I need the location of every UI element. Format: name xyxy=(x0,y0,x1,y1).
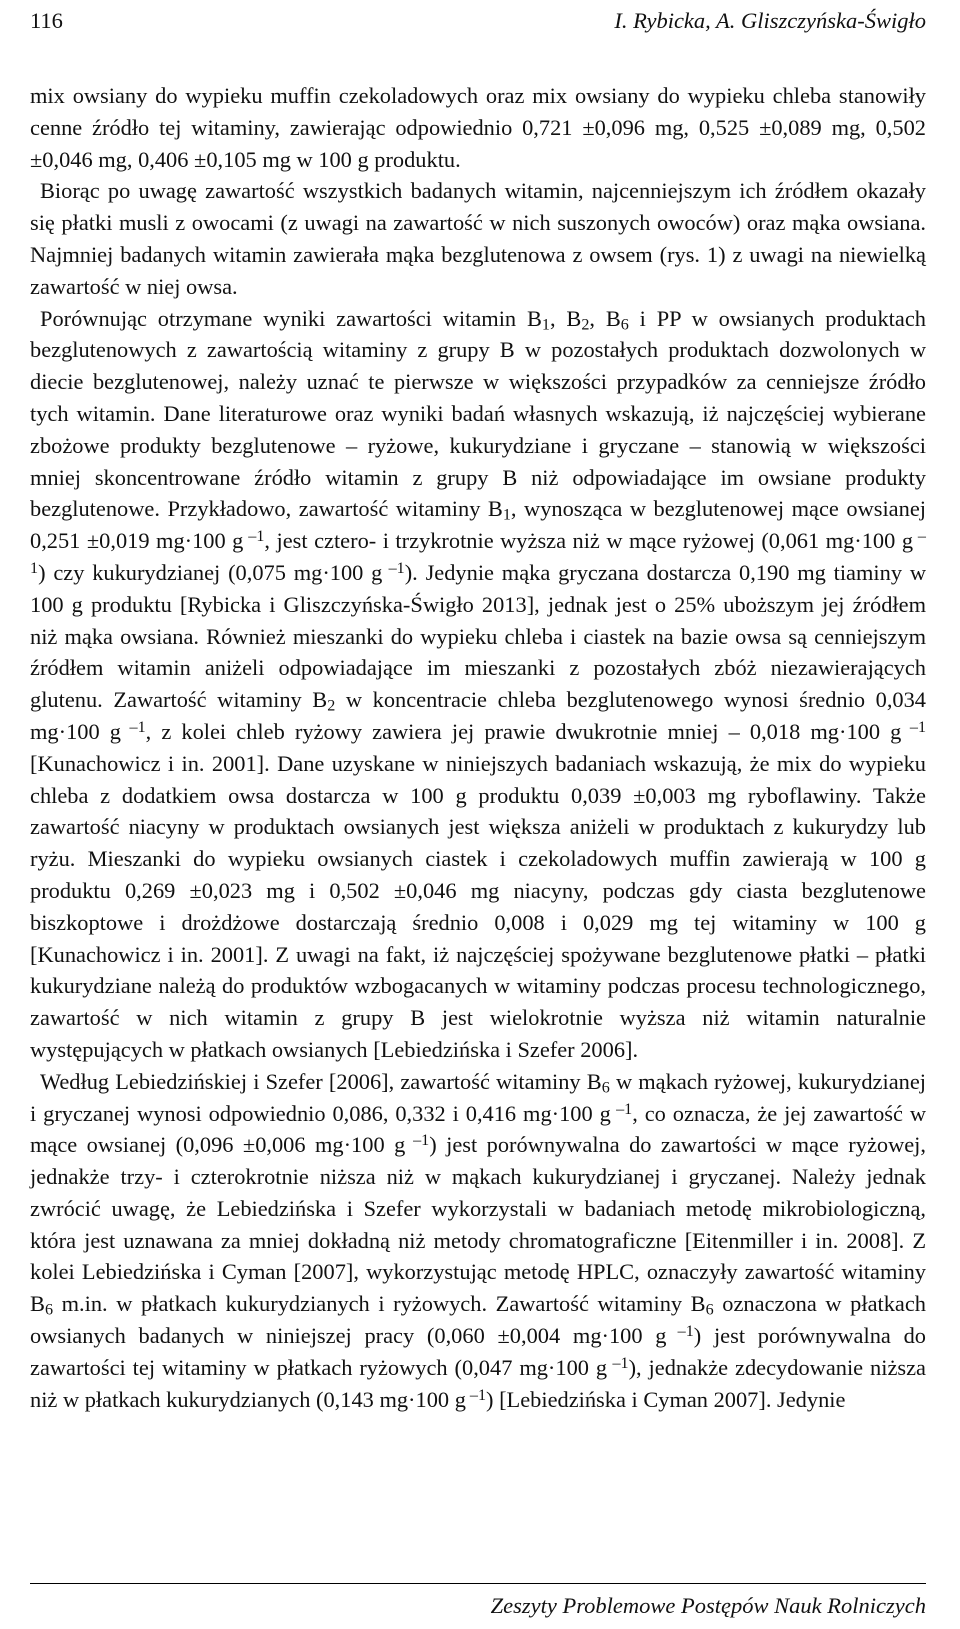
text-run: , co oznacza, że jej zawartość w mące owsianej (0,096 ±0,006 mg·100 g xyxy=(30,1100,926,1158)
superscript: –1 xyxy=(666,1322,694,1340)
text-run: w mąkach ryżowej, kukurydzianej i gryczanej wynosi odpowiednio 0,086, 0,332 i 0,416 mg·100 g xyxy=(30,1068,926,1126)
running-head: I. Rybicka, A. Gliszczyńska-Świgło xyxy=(614,8,926,33)
superscript: –1 xyxy=(243,527,265,545)
subscript: 6 xyxy=(620,316,629,334)
text-run: , B xyxy=(549,305,582,331)
footer-rule xyxy=(30,1583,926,1584)
text-run: w koncentracie chleba bezglutenowego wynosi średnio 0,034 mg·100 g xyxy=(30,687,927,744)
text-run: , wynosząca w bezglutenowej mące owsianej 0,251 ±0,019 mg·100 g xyxy=(30,496,926,554)
page-header xyxy=(30,4,926,38)
superscript: –1 xyxy=(382,559,405,577)
text-run: oznaczona w płatkach owsianych badanych w niniejszej pracy (0,060 ±0,004 mg·100 g xyxy=(30,1291,926,1349)
text-run: ) [Lebiedzińska i Cyman 2007]. Jedynie xyxy=(486,1386,846,1412)
text-run: ) jest porównywalna do zawartości w mące ryżowej, jednakże trzy- i czterokrotnie niższa niż w mąkach kukurydzianej i gryczanej. Należy jednak zwrócić uwagę, że Lebiedzińska i Szefer wykorzystali w badaniach metodę mikrobiologiczną, która jest uznawana za mniej dokładną niż metody chromatograficzne [Eitenmiller i in. 2008]. Z kolei Lebiedzińska i Cyman [2007], wykorzystując metodę HPLC, oznaczyły zawartość witaminy B xyxy=(30,1132,927,1317)
paragraph xyxy=(30,80,926,175)
text-run: , B xyxy=(589,305,621,331)
subscript: 6 xyxy=(601,1079,610,1097)
text-run: Porównując otrzymane wyniki zawartości witamin B xyxy=(40,305,542,331)
superscript: –1 xyxy=(120,718,146,736)
superscript: –1 xyxy=(607,1354,629,1372)
text-run: mix owsiany do wypieku muffin czekoladowych oraz mix owsiany do wypieku chleba stanowiły cenne źródło tej witaminy, zawierając odpowiednio 0,721 ±0,096 mg, 0,525 ±0,089 mg, 0,502 ±0,046 mg, 0,406 ±0,105 mg w 100 g produktu. xyxy=(30,83,926,172)
text-run: , z kolei chleb ryżowy zawiera jej prawie dwukrotnie mniej – 0,018 mg·100 g xyxy=(145,718,902,744)
subscript: 2 xyxy=(581,316,590,334)
subscript: 1 xyxy=(502,506,511,524)
text-run: [Kunachowicz i in. 2001]. Dane uzyskane w niniejszych badaniach wskazują, że mix do wypieku chleba z dodatkiem owsa dostarcza w 100 g produktu 0,039 ±0,003 mg ryboflawiny. Także zawartość niacyny w produktach owsianych jest większa aniżeli w produktach z kukurydzy lub ryżu. Mieszanki do wypieku owsianych ciastek i czekoladowych muffin zawierają w 100 g produktu 0,269 ±0,023 mg i 0,502 ±0,046 mg niacyny, podczas gdy ciasta bezglutenowe biszkoptowe i drożdżowe dostarczają średnio 0,008 i 0,029 mg tej witaminy w 100 g [Kunachowicz i in. 2001]. Z uwagi na fakt, iż najczęściej spożywane bezglutenowe płatki – płatki kukurydziane należą do produktów wzbogacanych w witaminy podczas procesu technologicznego, zawartość w nich witamin z grupy B jest wielokrotnie wyższa niż witamin naturalnie występujących w płatkach owsianych [Lebiedzińska i Szefer 2006]. xyxy=(30,750,926,1062)
text-run: ) czy kukurydzianej (0,075 mg·100 g xyxy=(38,559,383,585)
paragraph xyxy=(30,175,926,302)
subscript: 1 xyxy=(541,316,550,334)
journal-title: Zeszyty Problemowe Postępów Nauk Rolniczych xyxy=(490,1593,926,1618)
paragraph xyxy=(30,1066,926,1416)
text-run: m.in. w płatkach kukurydzianych i ryżowych. Zawartość witaminy B xyxy=(53,1291,706,1317)
superscript: –1 xyxy=(610,1100,633,1118)
text-run: ) jest porównywalna do zawartości tej witaminy w płatkach ryżowych (0,047 mg·100 g xyxy=(30,1323,926,1380)
superscript: –1 xyxy=(405,1132,430,1150)
text-run: Biorąc po uwagę zawartość wszystkich badanych witamin, najcenniejszym ich źródłem okazały się płatki musli z owocami (z uwagi na zawartość w nich suszonych owoców) oraz mąka owsiana. Najmniej badanych witamin zawierała mąka bezglutenowa z owsem (rys. 1) z uwagi na niewielką zawartość w niej owsa. xyxy=(30,178,926,299)
text-run: Według Lebiedzińskiej i Szefer [2006], zawartość witaminy B xyxy=(40,1068,602,1094)
subscript: 6 xyxy=(705,1301,714,1319)
superscript: –1 xyxy=(901,718,926,736)
paragraph xyxy=(30,303,926,1066)
text-run: i PP w owsianych produktach bezglutenowych z zawartością witaminy z grupy B w pozostałych produktach dozwolonych w diecie bezglutenowej, należy uznać te pierwsze w większości przypadków za cenniejsze źródło tych witamin. Dane literaturowe oraz wyniki badań własnych wskazują, iż najczęściej wybierane zbożowe produkty bezglutenowe – ryżowe, kukurydziane i gryczane – stanowią w większości mniej skoncentrowane źródło witamin z grupy B niż odpowiadające im owsiane produkty bezglutenowe. Przykładowo, zawartość witaminy B xyxy=(30,305,926,522)
superscript: –1 xyxy=(30,527,926,577)
text-run: ), jednakże zdecydowanie niższa niż w płatkach kukurydzianych (0,143 mg·100 g xyxy=(30,1354,926,1412)
body-text xyxy=(30,80,926,1415)
subscript: 2 xyxy=(327,697,336,715)
subscript: 6 xyxy=(44,1301,53,1319)
text-run: ). Jedynie mąka gryczana dostarcza 0,190 mg tiaminy w 100 g produktu [Rybicka i Gliszczyńska-Świgło 2013], jednak jest o 25% uboższym jej źródłem niż mąka owsiana. Również mieszanki do wypieku chleba i ciastek na bazie owsa są cenniejszym źródłem witamin aniżeli odpowiadające im mieszanki z pozostałych zbóż niezawierających glutenu. Zawartość witaminy B xyxy=(30,559,926,713)
text-run: , jest cztero- i trzykrotnie wyższa niż w mące ryżowej (0,061 mg·100 g xyxy=(264,528,914,554)
superscript: –1 xyxy=(465,1386,487,1404)
page-number: 116 xyxy=(30,8,63,33)
